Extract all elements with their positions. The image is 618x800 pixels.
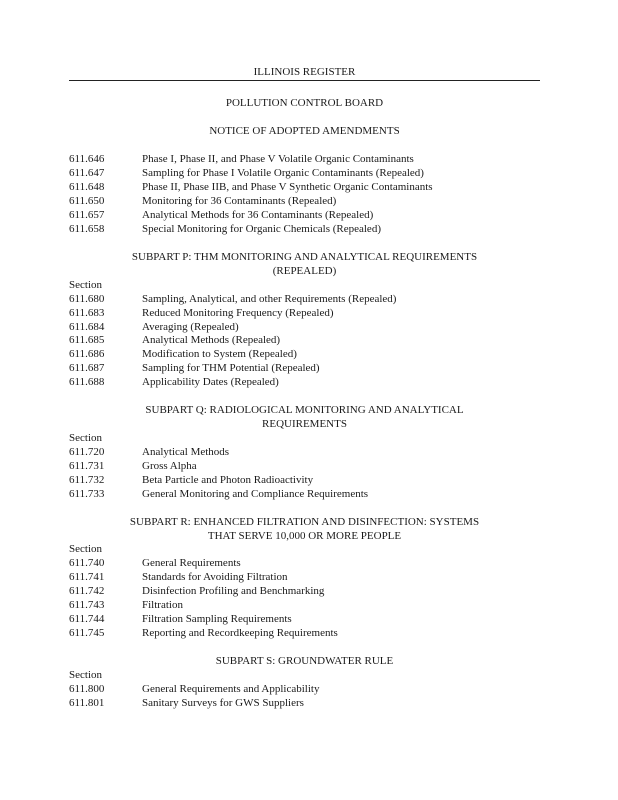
header-rule [69, 80, 540, 81]
list-item [69, 223, 540, 237]
list-item [69, 307, 540, 321]
list-item [69, 627, 540, 641]
list-item [69, 446, 540, 460]
section-number: 611.720 [69, 446, 105, 458]
section-number: 611.657 [69, 209, 105, 221]
list-item [69, 362, 540, 376]
subpart-r-heading: SUBPART R: ENHANCED FILTRATION AND DISINFECTION: SYSTEMS [129, 516, 480, 528]
section-number: 611.731 [69, 460, 105, 472]
section-title: Phase I, Phase II, and Phase V Volatile Organic Contaminants [142, 153, 414, 165]
list-item [69, 376, 540, 390]
list-item [69, 683, 540, 697]
subpart-q-heading-continued: REQUIREMENTS [262, 418, 347, 430]
section-label: Section [69, 432, 102, 444]
section-number: 611.680 [69, 293, 105, 305]
section-title: Reduced Monitoring Frequency (Repealed) [142, 307, 334, 319]
section-number: 611.685 [69, 334, 105, 346]
section-title: Reporting and Recordkeeping Requirements [142, 627, 338, 639]
section-title: Sampling for Phase I Volatile Organic Contaminants (Repealed) [142, 167, 424, 179]
section-title: Monitoring for 36 Contaminants (Repealed) [142, 195, 337, 207]
section-title: Analytical Methods [142, 446, 230, 458]
section-number: 611.745 [69, 627, 105, 639]
section-label: Section [69, 543, 102, 555]
section-number: 611.687 [69, 362, 105, 374]
section-number: 611.683 [69, 307, 105, 319]
list-item [69, 195, 540, 209]
section-label: Section [69, 669, 102, 681]
section-title: Sampling, Analytical, and other Requirements (Repealed) [142, 293, 397, 305]
list-item [69, 585, 540, 599]
section-title: Modification to System (Repealed) [142, 348, 297, 360]
subpart-r-heading-continued: THAT SERVE 10,000 OR MORE PEOPLE [207, 530, 402, 542]
subpart-q-heading: SUBPART Q: RADIOLOGICAL MONITORING AND ANALYTICAL [145, 404, 464, 416]
list-item [69, 348, 540, 362]
list-item [69, 293, 540, 307]
section-title: Special Monitoring for Organic Chemicals (Repealed) [142, 223, 381, 235]
section-number: 611.648 [69, 181, 105, 193]
list-item [69, 613, 540, 627]
section-number: 611.658 [69, 223, 105, 235]
list-item [69, 488, 540, 502]
section-title: Analytical Methods (Repealed) [142, 334, 281, 346]
section-title: General Monitoring and Compliance Requirements [142, 488, 369, 500]
list-item [69, 474, 540, 488]
section-number: 611.684 [69, 321, 105, 333]
section-title: Filtration Sampling Requirements [142, 613, 292, 625]
list-item [69, 181, 540, 195]
section-title: Phase II, Phase IIB, and Phase V Synthetic Organic Contaminants [142, 181, 433, 193]
list-item [69, 153, 540, 167]
register-title: ILLINOIS REGISTER [253, 66, 356, 78]
section-number: 611.743 [69, 599, 105, 611]
section-number: 611.744 [69, 613, 105, 625]
section-title: Applicability Dates (Repealed) [142, 376, 279, 388]
list-item [69, 321, 540, 335]
agency-title: POLLUTION CONTROL BOARD [225, 97, 384, 109]
section-title: Gross Alpha [142, 460, 197, 472]
list-item [69, 209, 540, 223]
section-title: Sampling for THM Potential (Repealed) [142, 362, 320, 374]
section-number: 611.733 [69, 488, 105, 500]
section-number: 611.688 [69, 376, 105, 388]
section-number: 611.801 [69, 697, 105, 709]
section-number: 611.742 [69, 585, 105, 597]
section-title: Analytical Methods for 36 Contaminants (Repealed) [142, 209, 374, 221]
section-number: 611.741 [69, 571, 105, 583]
section-label: Section [69, 279, 102, 291]
subpart-p-heading-continued: (REPEALED) [272, 265, 337, 277]
section-title: Averaging (Repealed) [142, 321, 239, 333]
section-title: Sanitary Surveys for GWS Suppliers [142, 697, 304, 709]
list-item [69, 334, 540, 348]
section-number: 611.686 [69, 348, 105, 360]
section-number: 611.740 [69, 557, 105, 569]
section-title: General Requirements and Applicability [142, 683, 320, 695]
subpart-p-heading: SUBPART P: THM MONITORING AND ANALYTICAL REQUIREMENTS [131, 251, 478, 263]
list-item [69, 460, 540, 474]
list-item [69, 697, 540, 711]
subpart-s-heading: SUBPART S: GROUNDWATER RULE [215, 655, 394, 667]
section-title: General Requirements [142, 557, 241, 569]
section-number: 611.647 [69, 167, 105, 179]
section-number: 611.650 [69, 195, 105, 207]
section-title: Beta Particle and Photon Radioactivity [142, 474, 314, 486]
section-number: 611.646 [69, 153, 105, 165]
section-title: Filtration [142, 599, 183, 611]
section-title: Disinfection Profiling and Benchmarking [142, 585, 325, 597]
section-title: Standards for Avoiding Filtration [142, 571, 288, 583]
section-number: 611.732 [69, 474, 105, 486]
list-item [69, 557, 540, 571]
list-item [69, 571, 540, 585]
section-number: 611.800 [69, 683, 105, 695]
notice-title: NOTICE OF ADOPTED AMENDMENTS [209, 125, 400, 137]
list-item [69, 599, 540, 613]
list-item [69, 167, 540, 181]
